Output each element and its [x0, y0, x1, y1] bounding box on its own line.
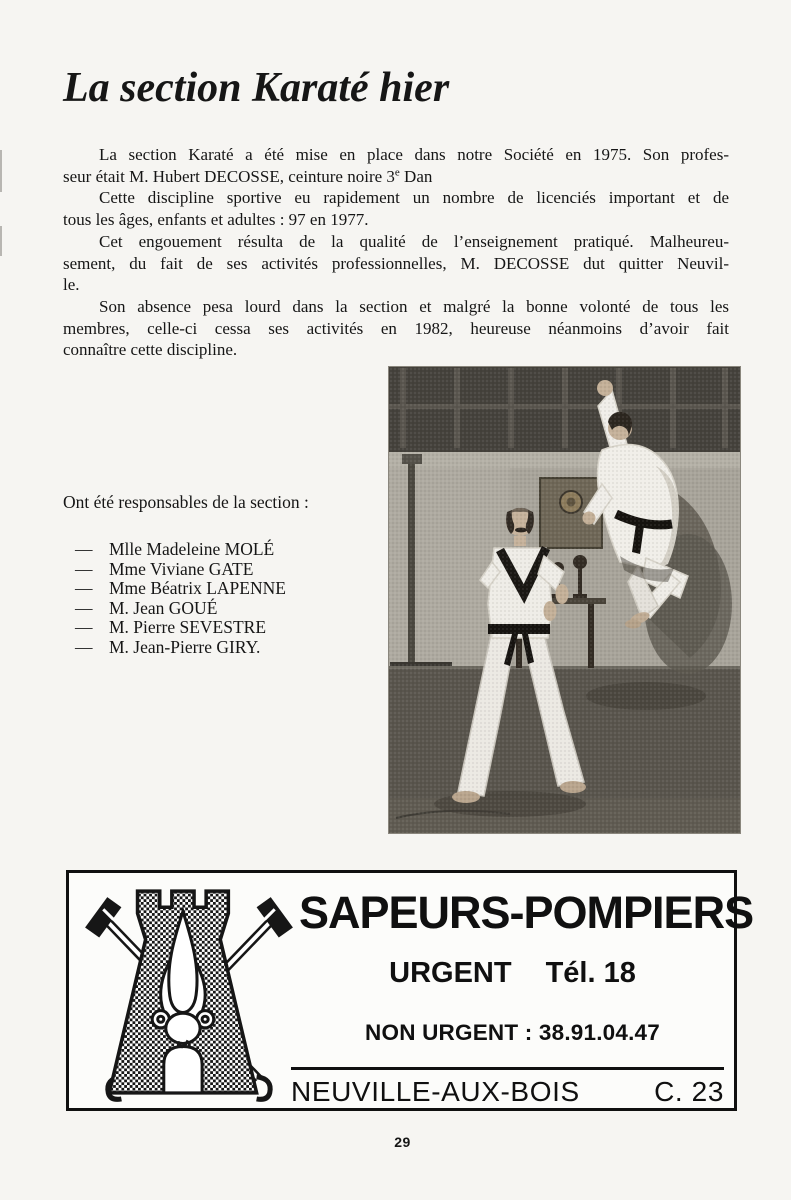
- tower-door: [164, 1046, 202, 1092]
- page-title: La section Karaté hier: [63, 65, 450, 111]
- ad-urgent-row: [299, 957, 726, 990]
- tower-emblem-graphic: [77, 877, 301, 1105]
- text-line: sement, du fait de ses activités professionnelles, M. DECOSSE dut quitter Neuvil-: [63, 253, 729, 273]
- text-line: Cet engouement résulta de la qualité de l’enseignement pratiqué. Malheureu-: [99, 231, 729, 251]
- responsables-section: [63, 492, 403, 658]
- non-urgent-phone: NON URGENT : 38.91.04.47: [365, 1020, 660, 1045]
- responsable-list-item: [63, 638, 403, 658]
- list-dash: —: [75, 617, 93, 638]
- ad-bottom-row: [291, 1076, 724, 1108]
- responsable-list-item: [63, 579, 403, 599]
- responsable-name: Mme Viviane GATE: [109, 558, 254, 579]
- responsable-name: M. Pierre SEVESTRE: [109, 617, 267, 638]
- urgent-label: URGENT: [389, 957, 512, 989]
- responsable-name: M. Jean-Pierre GIRY.: [109, 636, 261, 657]
- scan-artifact: [0, 226, 2, 256]
- list-dash: —: [75, 636, 93, 657]
- list-dash: —: [75, 597, 93, 618]
- list-dash: —: [75, 539, 93, 559]
- list-dash: —: [75, 558, 93, 579]
- paragraph: [63, 231, 729, 296]
- ad-text-block: [291, 873, 754, 1108]
- text-line: membres, celle-ci cessa ses activités en 1982, heureuse néanmoins d’avoir fait: [63, 318, 729, 338]
- ad-title: SAPEURS-POMPIERS: [299, 887, 754, 938]
- section-intro: Ont été responsables de la section :: [63, 492, 309, 512]
- text-line: La section Karaté a été mise en place dans notre Société en 1975. Son profes-: [99, 145, 729, 164]
- responsable-list-item: [63, 618, 403, 638]
- responsable-name: M. Jean GOUÉ: [109, 597, 218, 618]
- responsables-list: [63, 540, 403, 658]
- paragraph: [63, 144, 729, 187]
- paragraph: [63, 296, 729, 361]
- text-line: Cette discipline sportive eu rapidement un nombre de licenciés important et de: [99, 188, 729, 208]
- ad-divider: [291, 1067, 724, 1070]
- fire-brigade-tower-emblem-icon: [77, 877, 301, 1105]
- responsable-name: Mme Béatrix LAPENNE: [109, 578, 286, 599]
- text-line: tous les âges, enfants et adultes : 97 en 1977.: [63, 210, 369, 230]
- scan-artifact: [0, 150, 2, 192]
- text-line: le.: [63, 275, 80, 295]
- karate-photo: [388, 366, 741, 834]
- ad-city: NEUVILLE-AUX-BOIS: [291, 1076, 580, 1107]
- responsable-list-item: [63, 560, 403, 580]
- list-dash: —: [75, 578, 93, 599]
- karate-photo-graphic: [388, 366, 741, 834]
- superscript: e: [394, 166, 400, 179]
- fire-brigade-ad: [66, 870, 754, 1111]
- text-line: [63, 166, 729, 188]
- text-line: connaître cette discipline.: [63, 340, 238, 360]
- urgent-phone: Tél. 18: [545, 957, 636, 989]
- responsable-list-item: [63, 540, 403, 560]
- ad-code: C. 23: [654, 1076, 724, 1107]
- page-number: 29: [394, 1134, 411, 1150]
- text-line: Son absence pesa lourd dans la section et malgré la bonne volonté de tous les: [99, 296, 729, 316]
- responsable-list-item: [63, 599, 403, 619]
- responsable-name: Mlle Madeleine MOLÉ: [109, 539, 275, 559]
- text-fragment: seur était M. Hubert DECOSSE, ceinture noire 3: [63, 166, 395, 186]
- text-fragment: Dan: [399, 166, 433, 186]
- article-body: [63, 144, 729, 361]
- paragraph: [63, 187, 729, 230]
